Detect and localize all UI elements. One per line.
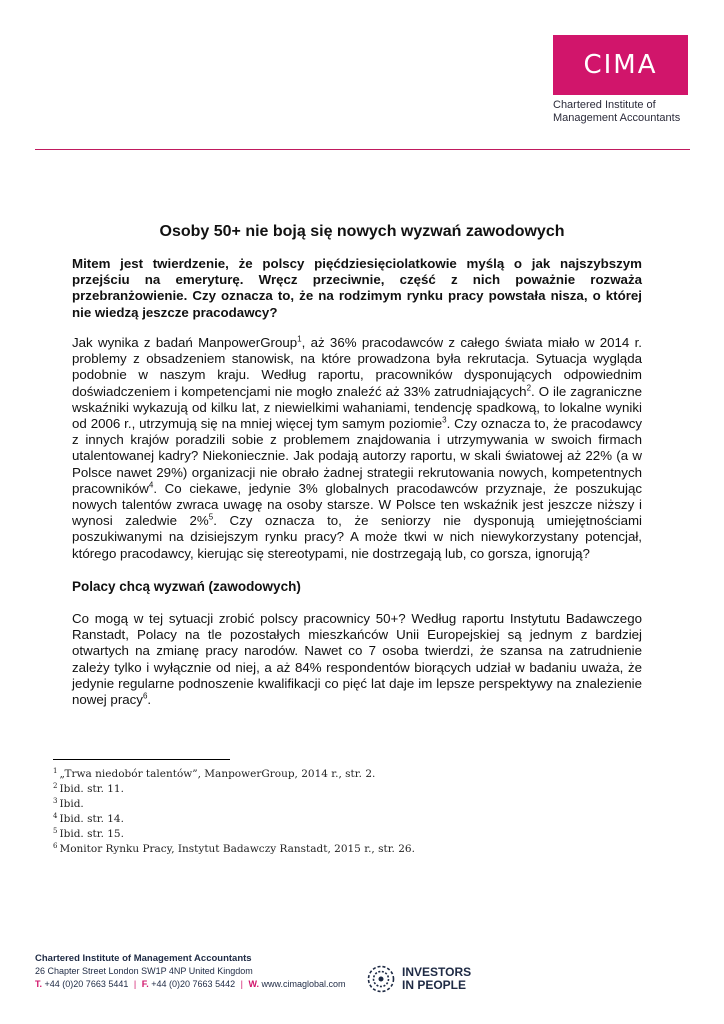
investors-in-people-text (402, 966, 471, 992)
footnote-number: 6 (53, 841, 58, 850)
footnote-item (53, 827, 653, 842)
logo-subtitle-line2: Management Accountants (553, 112, 681, 124)
footer-website-link[interactable]: www.cimaglobal.com (261, 979, 346, 989)
iip-line-1: INVESTORS (402, 965, 472, 979)
footnote-ref-5[interactable]: 5 (208, 512, 214, 522)
p1-text-4: . Czy oznacza to, że pracodawcy z innych krajów poradzili sobie z problemem znajdowania i utrzymywania w swoich firmach utalentowanej kadry? Niekoniecznie. Jak podają autorzy raportu, w skali światowej aż 22% (a w Polsce nawet 29%) organizacji nie obrało żadnej strategii rekrutowania nowych, kompetentnych pracowników (72, 416, 642, 496)
header-divider (35, 149, 690, 150)
footnote-number: 4 (53, 811, 58, 820)
footer-address: 26 Chapter Street London SW1P 4NP United Kingdom (35, 966, 253, 976)
phone-label: T. (35, 979, 43, 989)
logo-subtitle (553, 99, 680, 125)
footnote-number: 3 (53, 796, 58, 805)
footer-phone[interactable]: +44 (0)20 7663 5441 (44, 979, 129, 989)
p1-text-3: . O ile zagraniczne wskaźniki wykazują od kilku lat, z niewielkimi wahaniami, tendencję spadkową, to lokalne wyniki od 2006 r., utrzymują się na mniej więcej tym samym poziomie (72, 383, 642, 432)
footnote-number: 1 (53, 766, 58, 775)
footnote-text: Ibid. str. 15. (59, 828, 124, 840)
investors-in-people-logo (366, 964, 471, 994)
footnote-ref-4[interactable]: 4 (148, 480, 154, 490)
footnote-item (53, 767, 653, 782)
footnote-ref-1[interactable]: 1 (297, 334, 302, 344)
web-label: W. (248, 979, 259, 989)
footer-contact (35, 978, 346, 991)
p1-text-6: . Czy oznacza to, że seniorzy nie dysponują umiejętnościami poszukiwanymi na dzisiejszym rynku pracy? A może tkwi w nich niewykorzystany potencjał, którego pracodawcy, kierując się stereotypami, nie dostrzegają lub, co gorsza, ignorują? (72, 513, 642, 561)
logo-subtitle-line1: Chartered Institute of (553, 99, 656, 111)
paragraph-1 (72, 335, 642, 562)
footnote-item (53, 842, 653, 857)
article-title: Osoby 50+ nie boją się nowych wyzwań zawodowych (159, 223, 565, 240)
page-footer (35, 952, 346, 991)
p1-text-1: Jak wynika z badań ManpowerGroup (72, 335, 298, 350)
p2-text-2: . (147, 692, 152, 708)
footnote-text: Monitor Rynku Pracy, Instytut Badawczy Ranstadt, 2015 r., str. 26. (59, 843, 415, 855)
footnote-divider (53, 759, 230, 760)
footnote-ref-6[interactable]: 6 (142, 691, 148, 701)
logo-text: CIMA (583, 50, 658, 80)
cima-logo (553, 35, 688, 95)
paragraph-2 (72, 611, 642, 708)
footnote-number: 5 (53, 826, 58, 835)
footnote-text: „Trwa niedobór talentów”, ManpowerGroup, 2014 r., str. 2. (59, 768, 376, 780)
footer-fax: +44 (0)20 7663 5442 (151, 979, 236, 989)
footnote-item (53, 782, 653, 797)
footnote-item (53, 797, 653, 812)
p1-text-2: , aż 36% pracodawców z całego świata miało w 2014 r. problemy z obsadzeniem stanowisk, na które prowadzona była rekrutacja. Sytuacja wygląda podobnie w naszym kraju. Według raportu, pracowników dysponujących odpowiednim doświadczeniem i kompetencjami nie mogło znaleźć aż 33% zatrudniających (72, 335, 642, 399)
section-heading: Polacy chcą wyzwań (zawodowych) (72, 579, 301, 594)
p2-text-1: Co mogą w tej sytuacji zrobić polscy pracownicy 50+? Według raportu Instytutu Badawczego Ranstadt, Polacy na tle pozostałych mieszkańców Unii Europejskiej są jednym z bardziej otwartych na zmianę pracy narodów. Nawet co 7 osoba twierdzi, że szansa na zatrudnienie zależy tylko i wyłącznie od niej, a aż 84% respondentów biorących udział w badaniu uważa, że jedynie regularne podnoszenie kwalifikacji co pięć lat daje im lepsze perspektywy na znalezienie nowej pracy (72, 611, 642, 708)
fax-label: F. (141, 979, 149, 989)
footnote-ref-3[interactable]: 3 (442, 415, 447, 425)
footnote-item (53, 812, 653, 827)
footnotes (53, 767, 653, 857)
investors-in-people-emblem-icon (366, 964, 396, 994)
p1-text-5: . Co ciekawe, jedynie 3% globalnych pracodawców przyznaje, że poszukując nowych talentów zwraca uwagę na osoby starsze. W Polsce ten wskaźnik jest jeszcze niższy i wynosi zaledwie 2% (72, 480, 642, 529)
footer-separator: | (133, 979, 137, 989)
footer-separator: | (240, 979, 243, 989)
footnote-number: 2 (53, 781, 58, 790)
footnote-text: Ibid. str. 14. (59, 813, 124, 825)
footnote-text: Ibid. str. 11. (59, 783, 124, 795)
article-lead: Mitem jest twierdzenie, że polscy pięćdziesięciolatkowie myślą o jak najszybszym przejściu na emeryturę. Wręcz przeciwnie, część z nich poważnie rozważa przebranżowienie. Czy oznacza to, że na rodzimym rynku pracy powstała nisza, o której nie wiedzą jeszcze pracodawcy? (72, 256, 642, 320)
iip-line-2: IN PEOPLE (402, 978, 467, 992)
footer-org-name: Chartered Institute of Management Accountants (35, 953, 252, 964)
footnote-ref-2[interactable]: 2 (526, 383, 532, 393)
footnote-text: Ibid. (59, 798, 84, 810)
